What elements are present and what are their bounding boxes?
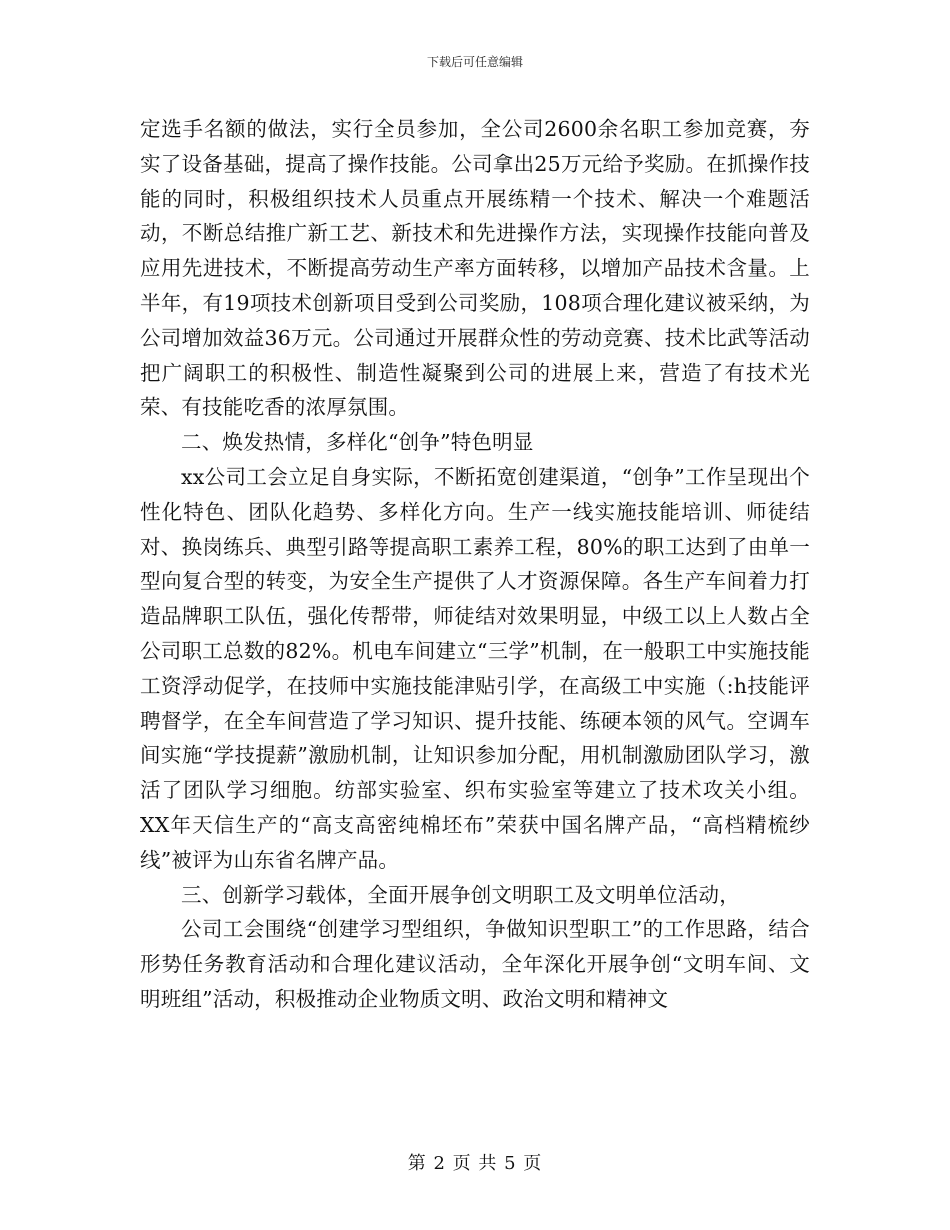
page-header: 下载后可任意编辑 (426, 55, 523, 69)
body-paragraph-3: xx公司工会立足自身实际，不断拓宽创建渠道，“创争”工作呈现出个性化特色、团队化趋势、多样化方向。生产一线实施技能培训、师徒结对、换岗练兵、典型引路等提高职工素养工程，80%的职工达到了由单一型向复合型的转变，为安全生产提供了人才资源保障。各生产车间着力打造品牌职工队伍，强化传帮带，师徒结对效果明显，中级工以上人数占全公司职工总数的82%。机电车间建立“三学”机制，在一般职工中实施技能工资浮动促学，在技师中实施技能津贴引学，在高级工中实施（:h技能评聘督学，在全车间营造了学习知识、提升技能、练硬本领的风气。空调车间实施“学技提薪”激励机制，让知识参加分配，用机制激励团队学习，激活了团队学习细胞。纺部实验室、织布实验室等建立了技术攻关小组。XX年天信生产的“高支高密纯棉坯布”荣获中国名牌产品，“高档精梳纱线”被评为山东省名牌产品。 (140, 464, 810, 872)
document-body (140, 112, 810, 1017)
body-paragraph-5: 公司工会围绕“创建学习型组织，争做知识型职工”的工作思路，结合形势任务教育活动和合理化建议活动，全年深化开展争创“文明车间、文明班组”活动，积极推动企业物质文明、政治文明和精神文 (140, 917, 810, 1011)
section-heading-2: 二、焕发热情，多样化“创争”特色明显 (181, 430, 534, 455)
page-number-footer: 第 2 页 共 5 页 (407, 1153, 543, 1174)
section-heading-3: 三、创新学习载体，全面开展争创文明职工及文明单位活动， (181, 882, 740, 907)
body-paragraph-1: 定选手名额的做法，实行全员参加，全公司2600余名职工参加竞赛，夯实了设备基础，提高了操作技能。公司拿出25万元给予奖励。在抓操作技能的同时，积极组织技术人员重点开展练精一个技术、解决一个难题活动，不断总结推广新工艺、新技术和先进操作方法，实现操作技能向普及应用先进技术，不断提高劳动生产率方面转移，以增加产品技术含量。上半年，有19项技术创新项目受到公司奖励，108项合理化建议被采纳，为公司增加效益36万元。公司通过开展群众性的劳动竞赛、技术比武等活动把广阔职工的积极性、制造性凝聚到公司的进展上来，营造了有技术光荣、有技能吃香的浓厚氛围。 (140, 117, 810, 420)
